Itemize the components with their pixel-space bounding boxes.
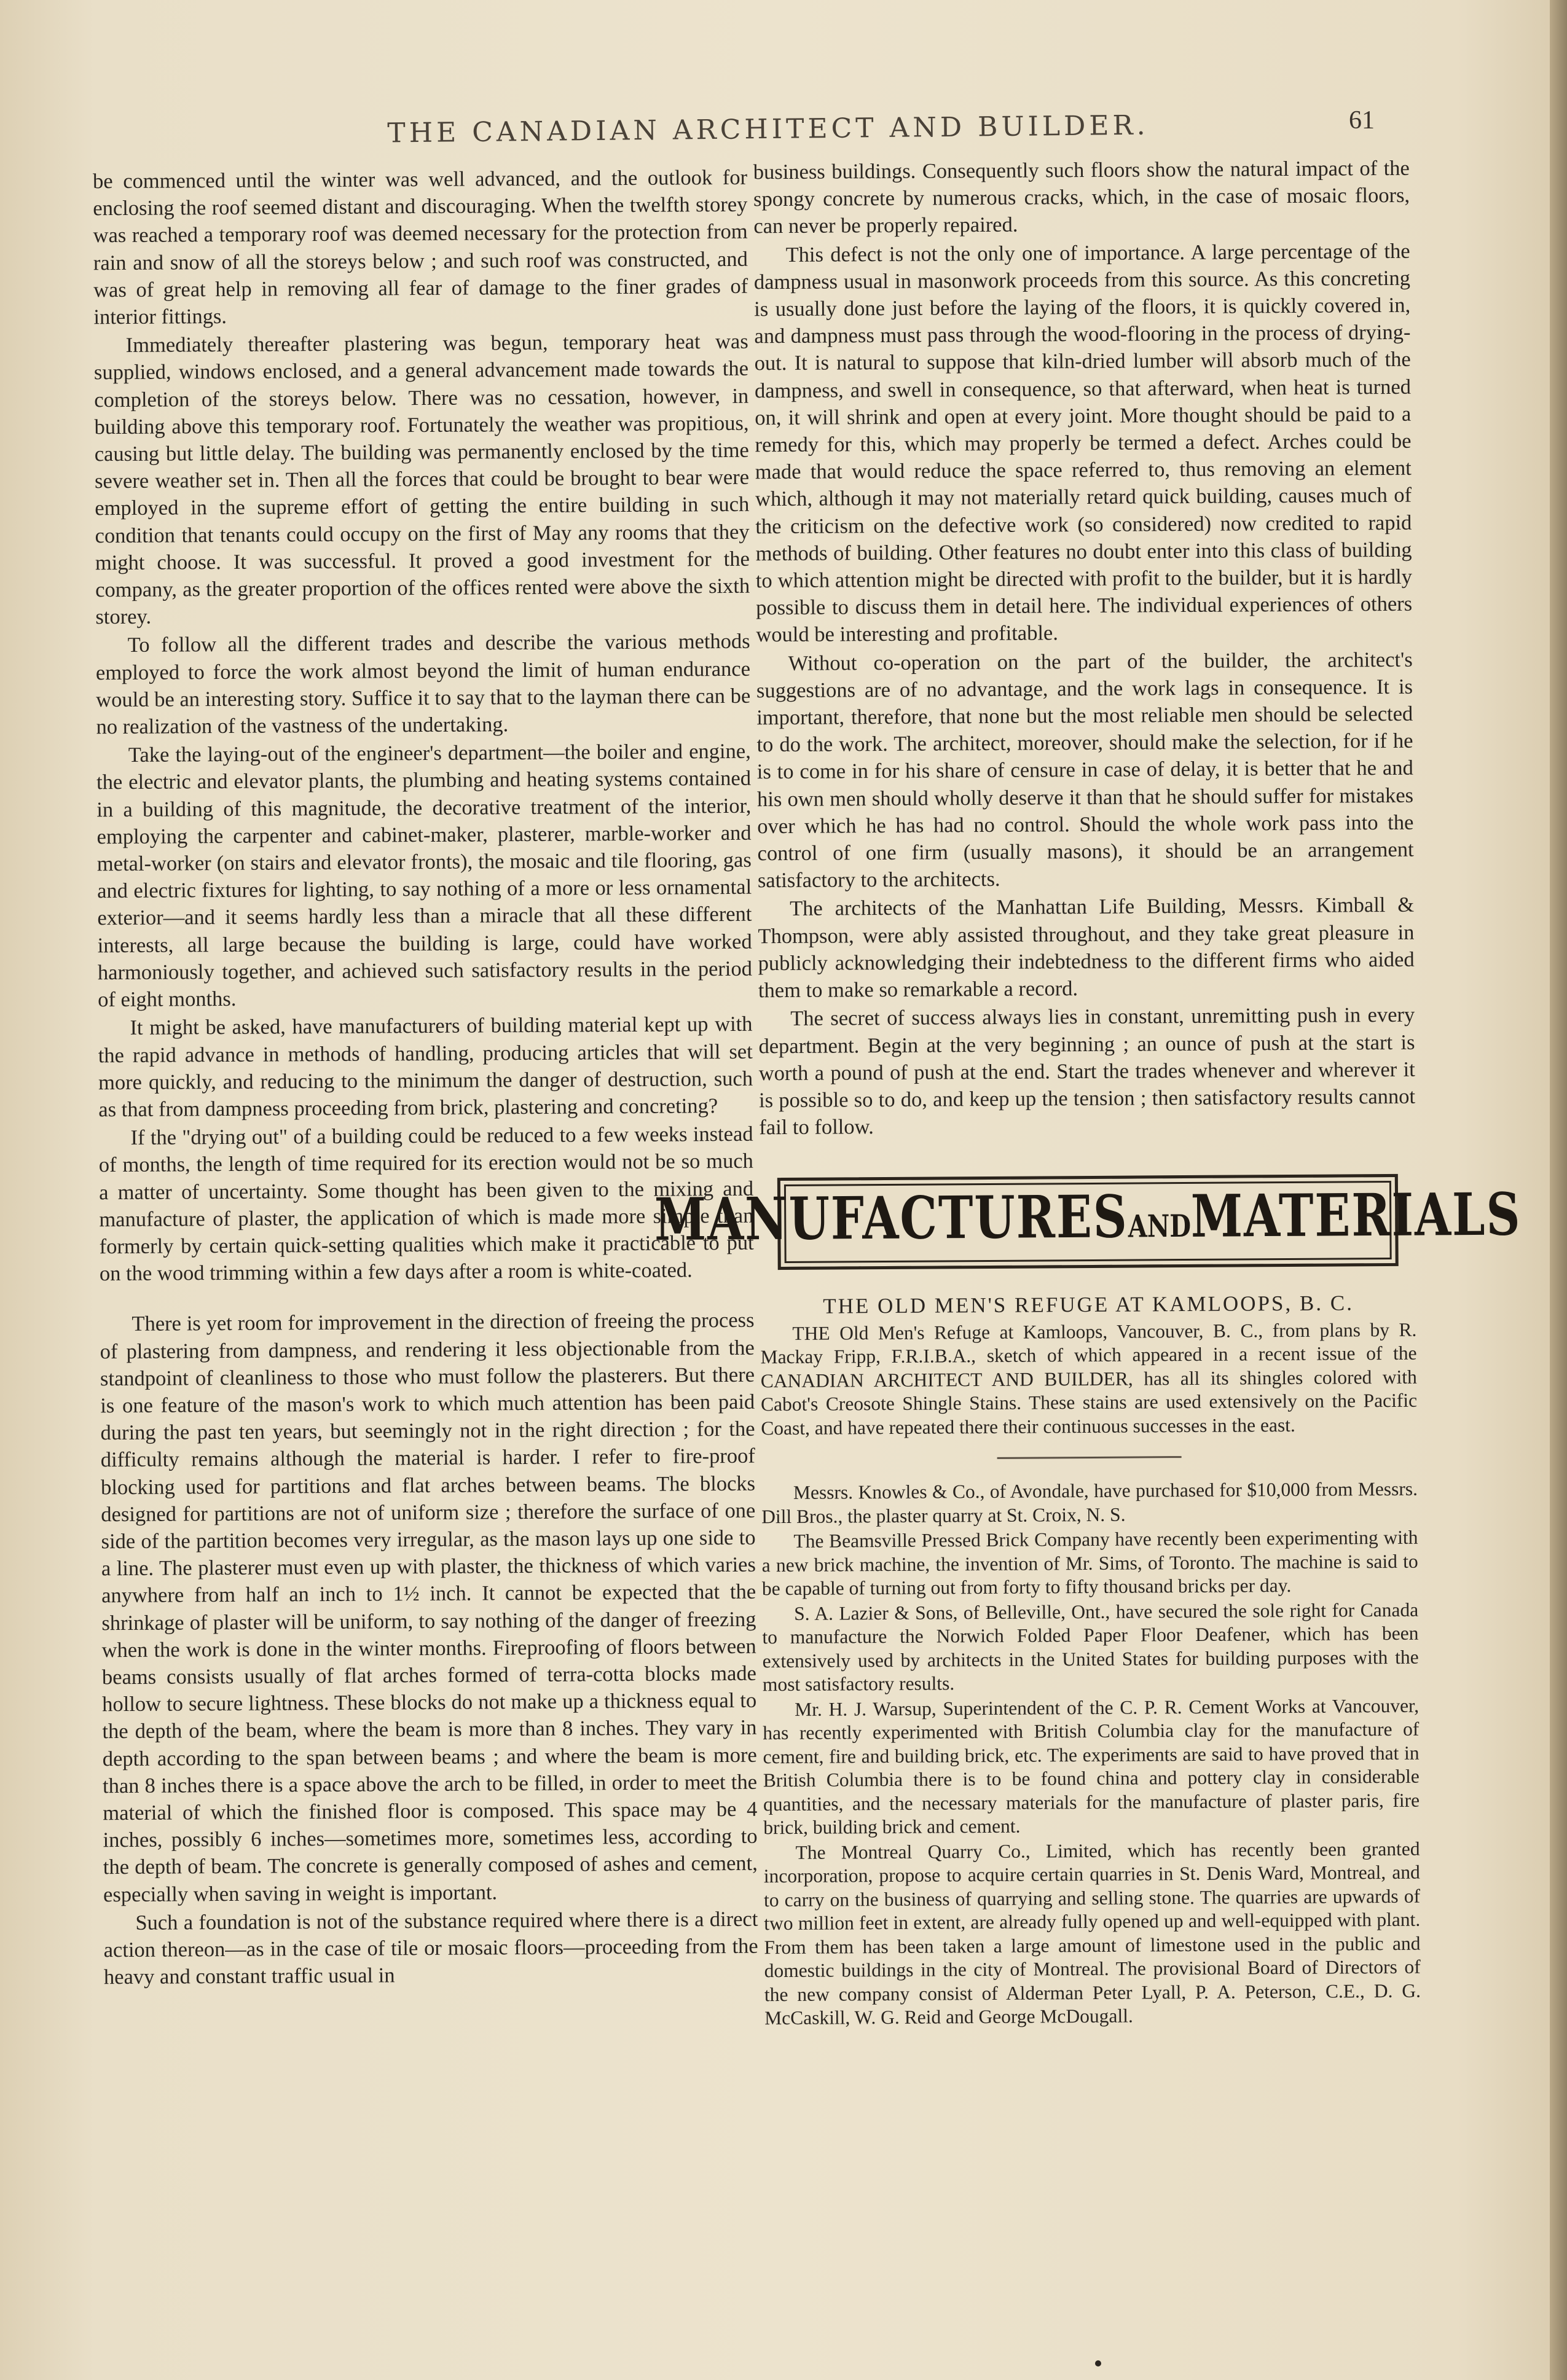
banner-title (654, 1180, 1522, 1254)
left-column (93, 164, 758, 1991)
news-item: Mr. H. J. Warsup, Superintendent of the C. P. R. Cement Works at Vancouver, has recently experimented with British Columbia clay for the manufacture of cement, fire and building brick, etc. The experiments are said to have proved that in British Columbia there is to be found china and pottery clay in considerable quantities, and the necessary materials for the manufacture of plaster paris, fire brick, building brick and cement. (763, 1694, 1420, 1839)
news-item: Messrs. Knowles & Co., of Avondale, have purchased for $10,000 from Messrs. Dill Bros., the plaster quarry at St. Croix, N. S. (761, 1478, 1418, 1527)
paragraph: Without co-operation on the part of the builder, the architect's suggestions are of no advantage, and the work lags in consequence. It is important, therefore, that none but the most reliable men should be selected to do the work. The architect, moreover, should make the selection, for if he is to come in for his share of censure in case of delay, it is better that he and his own men should wholly deserve it than that he should suffer for mistakes over which he has had no control. Should the whole work pass into the control of one firm (usually masons), it should be an arrangement satisfactory to the architects. (756, 648, 1414, 893)
running-head: THE CANADIAN ARCHITECT AND BUILDER. (387, 109, 1149, 149)
news-item: S. A. Lazier & Sons, of Belleville, Ont., have secured the sole right for Canada to manufacture the Norwich Folded Paper Floor Deafener, which has been extensively used by architects in the United States for building purposes with the most satisfactory results. (762, 1599, 1419, 1696)
news-item: The Beamsville Pressed Brick Company have recently been experimenting with a new brick machine, the invention of Mr. Sims, of Toronto. The machine is said to be capable of turning out from forty to fifty thousand bricks per day. (761, 1526, 1418, 1600)
paragraph: The architects of the Manhattan Life Building, Messrs. Kimball & Thompson, were ably assisted throughout, and they take great pleasure in publicly acknowledging their indebtedness to the different firms who aided them to make so remarkable a record. (758, 893, 1415, 1003)
paragraph: Such a foundation is not of the substance required where there is a direct action thereon—as in the case of tile or mosaic floors—proceeding from the heavy and constant traffic usual in (103, 1907, 758, 1989)
ink-dot (1095, 2360, 1101, 2366)
section-title: THE OLD MEN'S REFUGE AT KAMLOOPS, B. C. (823, 1291, 1354, 1318)
page-number: 61 (1349, 106, 1375, 135)
paragraph: It might be asked, have manufacturers of building material kept up with the rapid advance in methods of handling, producing articles that will set more quickly, and reducing to the minimum the danger of destruction, such as that from dampness proceeding from brick, plastering and concreting? (98, 1012, 753, 1122)
paragraph: Immediately thereafter plastering was begun, temporary heat was supplied, windows enclosed, and a general advancement made towards the completion of the storeys below. There was no cessation, however, in building above this temporary roof. Fortunately the weather was propitious, causing but little delay. The building was permanently enclosed by the time severe weather set in. Then all the forces that could be brought to bear were employed in the supreme effort of getting the entire building in such condition that tenants could occupy on the first of May any rooms that they might choose. It was successful. It proved a good investment for the company, as the greater proportion of the offices rented were above the sixth storey. (93, 329, 750, 629)
section-divider (997, 1456, 1182, 1459)
paragraph: If the "drying out" of a building could be reduced to a few weeks instead of months, the length of time required for its erection would not be so much a matter of uncertainty. Some thought has been given to the mixing and manufacture of plaster, the application of which is made more simple than formerly by certain quick-setting qualities which make it practicable to put on the wood trimming within a few days after a room is white-coated. (98, 1122, 754, 1286)
manufactures-and-materials-banner (654, 1174, 1522, 1270)
refuge-paragraph: THE Old Men's Refuge at Kamloops, Vancouver, B. C., from plans by R. Mackay Fripp, F.R.I.B.A., sketch of which appeared in a recent issue of the CANADIAN ARCHITECT AND BUILDER, has all its shingles colored with Cabot's Creosote Shingle Stains. These stains are used extensively on the Pacific Coast, and have repeated there their continuous successes in the east. (760, 1318, 1418, 1439)
banner-word-materials: MATERIALS (1190, 1180, 1522, 1251)
banner-word-manufactures: MANUFACTURES (654, 1182, 1129, 1254)
book-spine-edge (1550, 0, 1567, 2380)
paragraph: business buildings. Consequently such floors show the natural impact of the spongy concrete by numerous cracks, which, in the case of mosaic floors, can never be properly repaired. (753, 156, 1410, 238)
banner-word-and: AND (1128, 1208, 1192, 1245)
news-item: The Montreal Quarry Co., Limited, which has recently been granted incorporation, propose to acquire certain quarries in St. Denis Ward, Montreal, and to carry on the business of quarrying and selling stone. The quarries are upwards of two million feet in extent, are already fully opened up and well-equipped with plant. From them has been taken a large amount of limestone used in the public and domestic buildings in the city of Montreal. The provisional Board of Directors of the new company consist of Alderman Peter Lyall, P. A. Peterson, C.E., D. G. McCaskill, W. G. Reid and George McDougall. (763, 1838, 1421, 2029)
paragraph: The secret of success always lies in constant, unremitting push in every department. Begin at the very beginning ; an ounce of push at the start is worth a pound of push at the end. Start the trades whenever and wherever it is possible so to do, and keep up the tension ; then satisfactory results cannot fail to follow. (758, 1003, 1416, 1140)
paragraph: This defect is not the only one of importance. A large percentage of the dampness usual in masonwork proceeds from this source. As this concreting is usually done just before the laying of the floors, it is quickly covered in, and dampness must pass through the wood-flooring in the process of drying-out. It is natural to suppose that kiln-dried lumber will absorb much of the dampness, and swell in consequence, so that afterward, when heat is turned on, it will shrink and open at every joint. More thought should be paid to a remedy for this, which may properly be termed a defect. Arches could be made that would reduce the space referred to, thus removing an element which, although it may not materially retard quick building, causes much of the criticism on the defective work (so considered) now credited to rapid methods of building. Other features no doubt enter into this class of building to which attention might be directed with profit to the builder, but it is hardly possible to discuss them in detail here. The individual experiences of others would be interesting and profitable. (753, 239, 1413, 647)
paragraph: To follow all the different trades and describe the various methods employed to force the work almost beyond the limit of human endurance would be an interesting story. Suffice it to say that to the layman there can be no realization of the vastness of the undertaking. (95, 630, 751, 739)
paragraph: be commenced until the winter was well advanced, and the outlook for enclosing the roof seemed distant and discouraging. When the twelfth storey was reached a temporary roof was deemed necessary for the protection from rain and snow of all the storeys below ; and such roof was constructed, and was of great help in removing all fear of damage to the finer grades of interior fittings. (92, 165, 748, 329)
paragraph: Take the laying-out of the engineer's department—the boiler and engine, the electric and elevator plants, the plumbing and heating systems contained in a building of this magnitude, the decorative treatment of the interior, employing the carpenter and cabinet-maker, plasterer, marble-worker and metal-worker (on stairs and elevator fronts), the mosaic and tile flooring, gas and electric fixtures for lighting, to say nothing of a more or less ornamental exterior—and it seems hardly less than a miracle that all these different interests, all large because the building is large, could have worked harmoniously together, and achieved such satisfactory results in the period of eight months. (96, 740, 753, 1012)
paragraph: There is yet room for improvement in the direction of freeing the process of plastering from dampness, and rendering it less objectionable from the standpoint of cleanliness to those who must follow the plasterers. But there is one feature of the mason's work to which much attention has been paid during the past ten years, but seemingly not in the right direction ; for the difficulty remains although the material is harder. I refer to fire-proof blocking used for partitions and flat arches between beams. The blocks designed for partitions are not of uniform size ; therefore the surface of one side of the partition becomes very irregular, as the mason lays up one side to a line. The plasterer must even up with plaster, the thickness of which varies anywhere from half an inch to 1½ inch. It cannot be expected that the shrinkage of plaster will be uniform, to say nothing of the danger of freezing when the work is done in the winter months. Fireproofing of floors between beams consists usually of flat arches formed of terra-cotta blocks made hollow to secure lightness. These blocks do not make up a thickness equal to the depth of the beam, where the beam is more than 8 inches. They vary in depth according to the span between beams ; and where the beam is more than 8 inches there is a space above the arch to be filled, in order to meet the material of which the finished floor is composed. This space may be 4 inches, possibly 6 inches—sometimes more, sometimes less, according to the depth of beam. The concrete is generally composed of ashes and cement, especially when saving in weight is important. (100, 1309, 758, 1906)
right-column (654, 155, 1522, 2030)
